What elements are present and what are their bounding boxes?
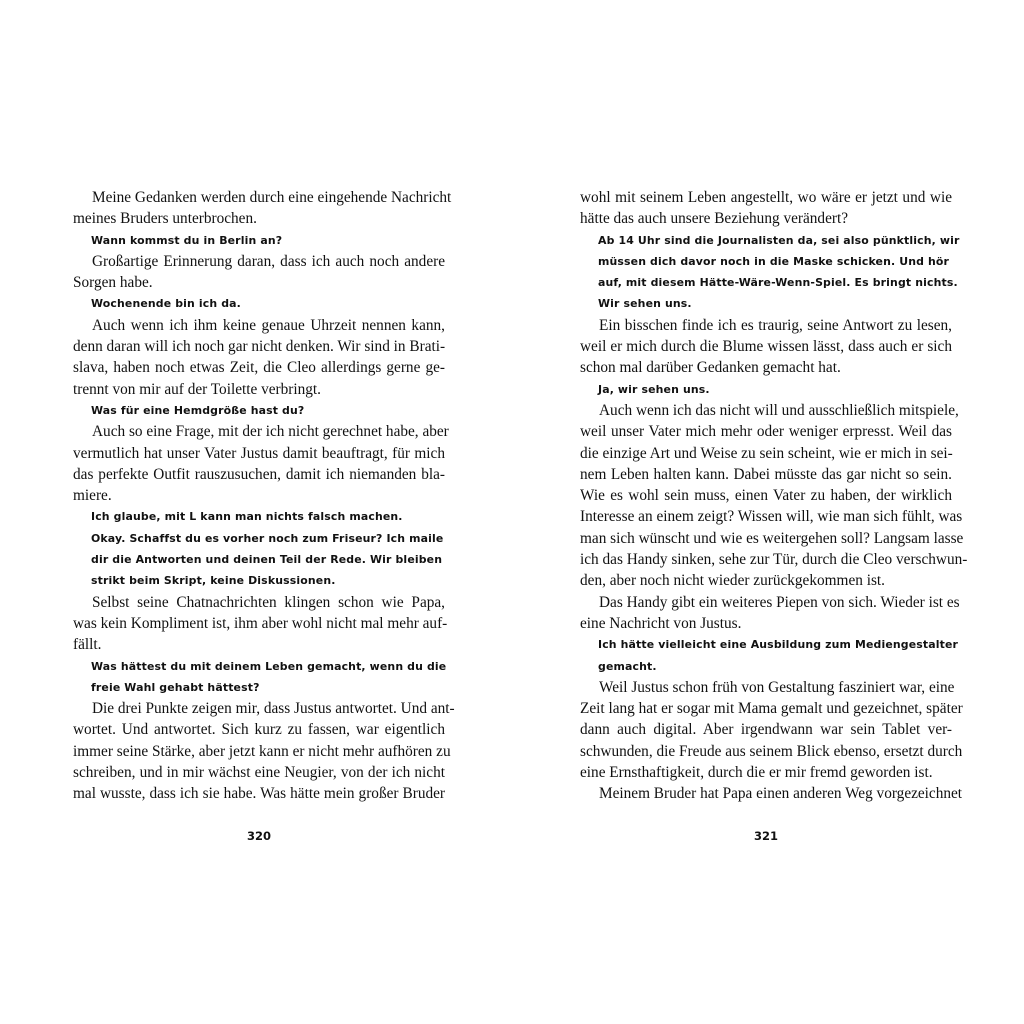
chat-message-line: Ich glaube, mit L kann man nichts falsch machen. xyxy=(91,510,403,524)
chat-message-line: gemacht. xyxy=(598,659,657,673)
prose-line: den, aber noch nicht wieder zurückgekommen ist. xyxy=(580,572,885,590)
prose-line: Das Handy gibt ein weiteres Piepen von sich. Wieder ist es xyxy=(599,593,960,611)
prose-line: trennt von mir auf der Toilette verbringt. xyxy=(73,380,321,398)
prose-line: mal wusste, dass ich sie habe. Was hätte mein großer Bruder xyxy=(73,785,445,803)
chat-message-line: Wir sehen uns. xyxy=(598,297,692,311)
prose-line: das perfekte Outfit rauszusuchen, damit ich niemanden bla- xyxy=(73,465,445,483)
prose-line: Wie es wohl sein muss, einen Vater zu haben, der wirklich xyxy=(580,487,952,505)
prose-line: Meine Gedanken werden durch eine eingehende Nachricht xyxy=(92,189,452,206)
prose-line: dann auch digital. Aber irgendwann war sein Tablet ver- xyxy=(580,721,952,739)
prose-line: schwunden, die Freude aus seinem Blick ebenso, ersetzt durch xyxy=(580,742,963,760)
right-page-text xyxy=(580,187,968,805)
prose-line: die einzige Art und Weise zu sein scheint, wie er mich in sei- xyxy=(580,444,953,462)
prose-line: Interesse an einem zeigt? Wissen will, wie man sich fühlt, was xyxy=(580,508,963,526)
prose-line: Meinem Bruder hat Papa einen anderen Weg vorgezeichnet xyxy=(599,785,963,803)
prose-line: Ein bisschen finde ich es traurig, seine Antwort zu lesen, xyxy=(599,316,952,334)
chat-message-line: Was hättest du mit deinem Leben gemacht, wenn du die xyxy=(91,659,447,673)
prose-line: vermutlich hat unser Vater Justus damit beauftragt, für mich xyxy=(73,444,445,462)
chat-message-line: Okay. Schaffst du es vorher noch zum Friseur? Ich maile xyxy=(91,531,444,545)
chat-message-line: Was für eine Hemdgröße hast du? xyxy=(91,403,305,417)
prose-line: ich das Handy sinken, sehe zur Tür, durch die Cleo verschwun- xyxy=(580,551,968,569)
prose-line: was kein Kompliment ist, ihm aber wohl nicht mal mehr auf- xyxy=(73,614,448,632)
prose-line: Auch wenn ich ihm keine genaue Uhrzeit nennen kann, xyxy=(92,316,445,334)
chat-message-line: Ich hätte vielleicht eine Ausbildung zum Mediengestalter xyxy=(598,638,959,652)
chat-message-line: Wochenende bin ich da. xyxy=(91,297,241,311)
chat-message-line: Ja, wir sehen uns. xyxy=(598,382,710,396)
prose-line: Selbst seine Chatnachrichten klingen schon wie Papa, xyxy=(92,593,445,611)
prose-line: weil unser Vater mich mehr oder weniger erpresst. Weil das xyxy=(580,423,952,441)
prose-line: Großartige Erinnerung daran, dass ich auch noch andere xyxy=(92,252,445,270)
chat-message-line: Ab 14 Uhr sind die Journalisten da, sei also pünktlich, wir xyxy=(598,233,960,247)
prose-line: schreiben, und in mir wächst eine Neugier, von der ich nicht xyxy=(73,764,445,782)
chat-message-line: müssen dich davor noch in die Maske schicken. Und hör xyxy=(598,254,950,268)
chat-message-line: dir die Antworten und deinen Teil der Rede. Wir bleiben xyxy=(91,553,443,567)
page-number-left: 320 xyxy=(246,829,271,843)
prose-line: immer seine Stärke, aber jetzt kann er nicht mehr aufhören zu xyxy=(73,742,451,760)
prose-line: miere. xyxy=(73,487,112,505)
chat-message-line: freie Wahl gehabt hättest? xyxy=(91,680,260,694)
chat-message-line: strikt beim Skript, keine Diskussionen. xyxy=(91,574,336,588)
prose-line: Auch wenn ich das nicht will und ausschließlich mitspiele, xyxy=(599,401,959,419)
prose-line: fällt. xyxy=(73,636,102,654)
page-number-right: 321 xyxy=(753,829,778,843)
prose-line: meines Bruders unterbrochen. xyxy=(73,210,257,228)
chat-message-line: Wann kommst du in Berlin an? xyxy=(91,233,283,247)
prose-line: Sorgen habe. xyxy=(73,274,153,292)
prose-line: wohl mit seinem Leben angestellt, wo wäre er jetzt und wie xyxy=(580,189,952,206)
prose-line: Weil Justus schon früh von Gestaltung fasziniert war, eine xyxy=(599,678,955,696)
prose-line: nem Leben halten kann. Dabei müsste das gar nicht so sein. xyxy=(580,465,952,483)
prose-line: wortet. Und antwortet. Sich kurz zu fassen, war eigentlich xyxy=(73,721,445,739)
prose-line: eine Ernsthaftigkeit, durch die er mir fremd geworden ist. xyxy=(580,764,933,782)
prose-line: Zeit lang hat er sogar mit Mama gemalt und gezeichnet, später xyxy=(580,700,963,718)
prose-line: denn daran will ich noch gar nicht denken. Wir sind in Brati- xyxy=(73,338,446,356)
prose-line: slava, haben noch etwas Zeit, die Cleo allerdings gerne ge- xyxy=(73,359,445,377)
left-page-text xyxy=(73,187,455,805)
prose-line: Die drei Punkte zeigen mir, dass Justus antwortet. Und ant- xyxy=(92,700,455,718)
prose-line: hätte das auch unsere Beziehung verändert? xyxy=(580,210,848,228)
prose-line: man sich wünscht und wie es weitergehen soll? Langsam lasse xyxy=(580,529,964,547)
prose-line: weil er mich durch die Blume wissen lässt, dass auch er sich xyxy=(580,338,952,356)
prose-line: schon mal darüber Gedanken gemacht hat. xyxy=(580,359,841,377)
chat-message-line: auf, mit diesem Hätte-Wäre-Wenn-Spiel. Es bringt nichts. xyxy=(598,276,958,290)
prose-line: eine Nachricht von Justus. xyxy=(580,614,742,632)
prose-line: Auch so eine Frage, mit der ich nicht gerechnet habe, aber xyxy=(92,423,449,441)
